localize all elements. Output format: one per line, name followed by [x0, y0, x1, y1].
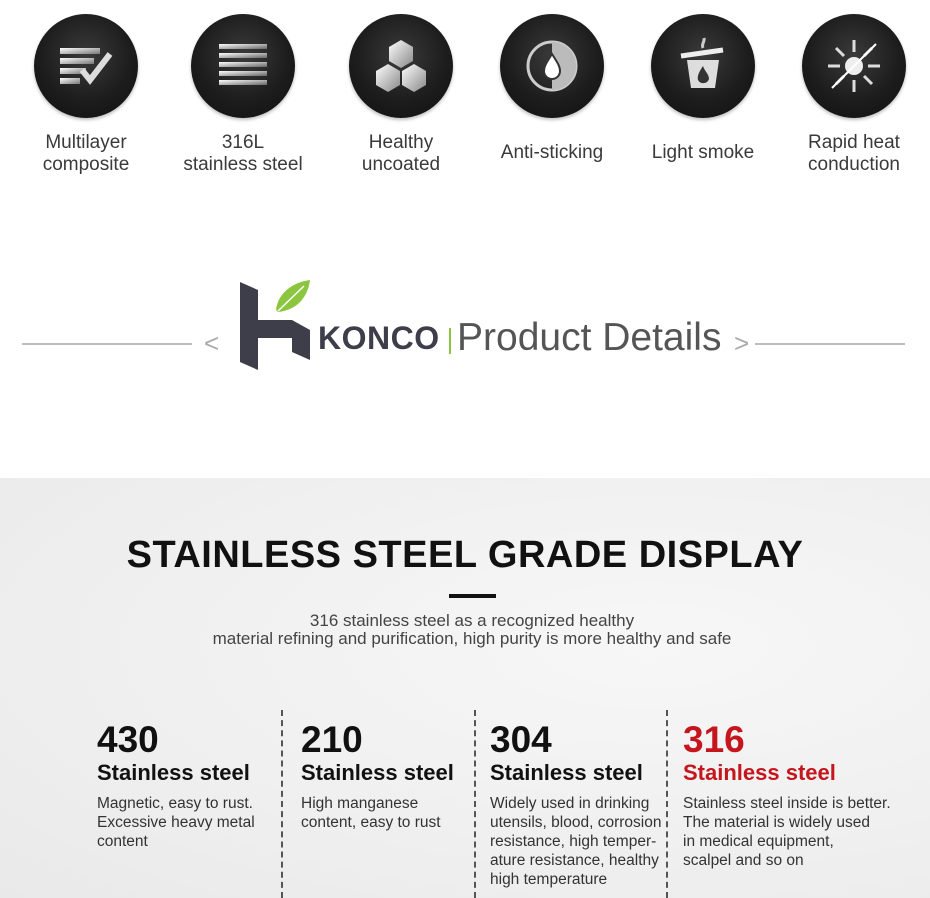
brand-name: KONCO [318, 320, 440, 356]
feature-label: Light smoke [651, 142, 755, 163]
feature-label: Multilayer composite [42, 132, 130, 175]
divider-left [22, 343, 192, 345]
grade-430 [97, 718, 255, 851]
grade-number: 430 [97, 719, 159, 760]
feature-light-smoke [628, 14, 778, 164]
feature-label: 316L stainless steel [183, 132, 303, 175]
feature-rapid-heat [779, 14, 929, 176]
column-divider [474, 710, 476, 898]
feature-multilayer [11, 14, 161, 176]
grade-210 [301, 718, 454, 832]
grade-316 [683, 718, 891, 870]
grade-304 [490, 718, 661, 889]
column-divider [281, 710, 283, 898]
chevron-left-icon: < [204, 328, 220, 358]
grade-number: 316 [683, 719, 745, 760]
grade-description: Stainless steel inside is better. The material is widely used in medical equipment, scalpel and so on [683, 795, 891, 869]
grade-display-section [0, 478, 930, 898]
title-underline [449, 594, 496, 598]
grade-name: Stainless steel [683, 760, 836, 785]
grade-name: Stainless steel [97, 760, 250, 785]
grade-description: Magnetic, easy to rust. Excessive heavy metal content [97, 795, 255, 850]
subtitle-line: material refining and purification, high purity is more healthy and safe [212, 629, 732, 648]
divider-right [755, 343, 905, 345]
grade-subtitle [0, 612, 930, 648]
feature-316l [168, 14, 318, 176]
section-title: Product Details [457, 316, 722, 359]
grade-description: High manganese content, easy to rust [301, 795, 441, 831]
grade-number: 304 [490, 719, 552, 760]
feature-row [0, 0, 930, 200]
layers-check-icon [34, 14, 138, 118]
grade-name: Stainless steel [301, 760, 454, 785]
feature-anti-sticking [477, 14, 627, 164]
heat-burst-icon [802, 14, 906, 118]
feature-label: Rapid heat conduction [808, 132, 900, 175]
feature-label: Healthy uncoated [361, 132, 441, 175]
hexagon-cubes-icon [349, 14, 453, 118]
feature-label: Anti-sticking [500, 142, 604, 163]
product-details-header [0, 270, 930, 390]
feature-healthy [326, 14, 476, 176]
chevron-right-icon: > [734, 328, 750, 358]
grade-description: Widely used in drinking utensils, blood, corrosion resistance, high temper- ature resistance, healthy high temperature [490, 795, 662, 888]
grade-number: 210 [301, 719, 363, 760]
flame-pot-icon [651, 14, 755, 118]
steel-plates-icon [191, 14, 295, 118]
grade-name: Stainless steel [490, 760, 643, 785]
grade-title: STAINLESS STEEL GRADE DISPLAY [126, 534, 804, 576]
column-divider [666, 710, 668, 898]
brand-separator [449, 328, 451, 354]
konco-logo-icon [238, 280, 312, 372]
subtitle-line: 316 stainless steel as a recognized healthy [309, 611, 635, 630]
water-drop-icon [500, 14, 604, 118]
